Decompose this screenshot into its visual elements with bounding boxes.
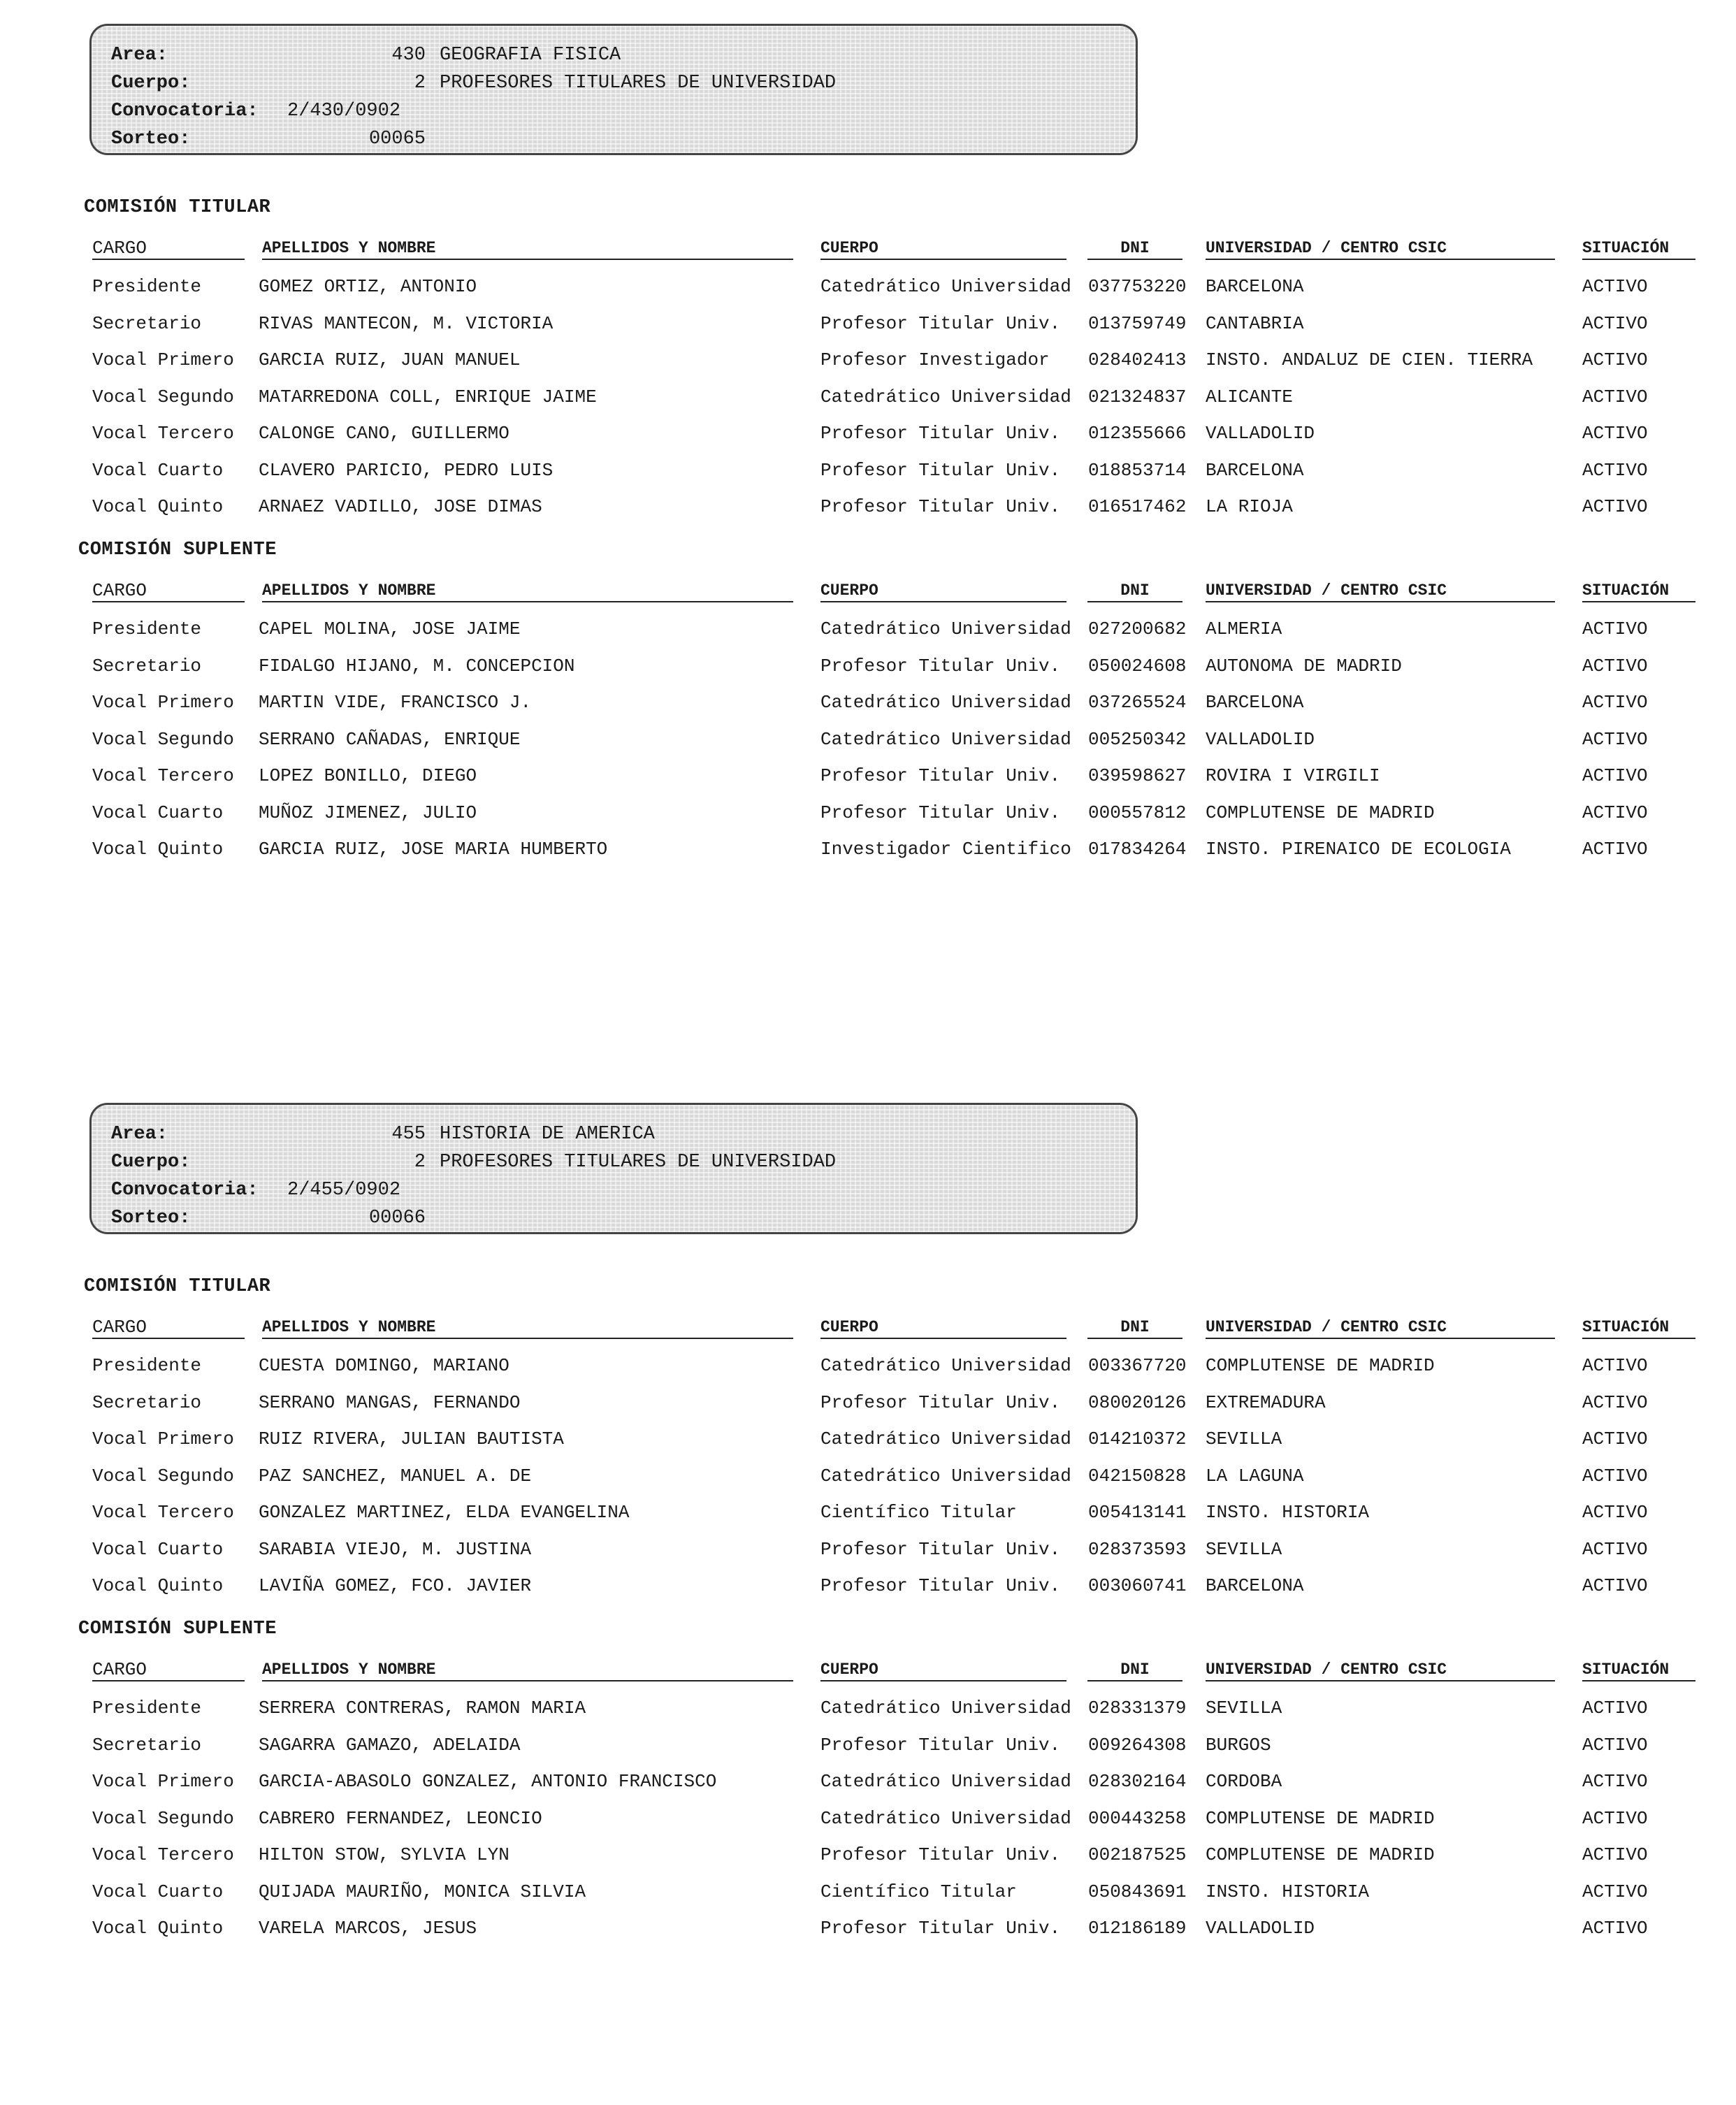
cell-dni: 050843691 [1088,1881,1187,1902]
cell-dni: 016517462 [1088,496,1187,517]
cell-cargo: Presidente [92,276,202,297]
cell-dni: 003367720 [1088,1355,1187,1376]
cell-nombre: FIDALGO HIJANO, M. CONCEPCION [259,656,575,677]
cell-sit: ACTIVO [1582,765,1648,786]
column-header-universidad: UNIVERSIDAD / CENTRO CSIC [1206,580,1555,602]
cell-cargo: Vocal Tercero [92,1844,234,1865]
cell-cargo: Vocal Cuarto [92,1539,224,1560]
cell-sit: ACTIVO [1582,1698,1648,1719]
convocatoria-value: 2/455/0902 [287,1180,401,1201]
cell-cuerpo: Científico Titular [820,1881,1017,1902]
cell-univ: VALLADOLID [1206,729,1315,750]
cell-sit: ACTIVO [1582,839,1648,860]
cell-cargo: Vocal Quinto [92,1918,224,1939]
cell-univ: COMPLUTENSE DE MADRID [1206,1808,1435,1829]
cell-dni: 037265524 [1088,692,1187,713]
cell-univ: COMPLUTENSE DE MADRID [1206,802,1435,823]
cell-sit: ACTIVO [1582,349,1648,370]
header-code: 455 [391,1124,426,1145]
cell-nombre: CALONGE CANO, GUILLERMO [259,423,509,444]
cell-cuerpo: Científico Titular [820,1502,1017,1523]
cell-nombre: GONZALEZ MARTINEZ, ELDA EVANGELINA [259,1502,630,1523]
cell-cargo: Vocal Tercero [92,765,234,786]
cell-cargo: Vocal Quinto [92,1575,224,1596]
cell-cargo: Vocal Cuarto [92,460,224,481]
column-header-nombre: APELLIDOS Y NOMBRE [262,1317,793,1339]
cell-univ: AUTONOMA DE MADRID [1206,656,1402,677]
header-description: PROFESORES TITULARES DE UNIVERSIDAD [440,73,837,94]
cell-sit: ACTIVO [1582,802,1648,823]
cell-cargo: Presidente [92,619,202,639]
cell-univ: COMPLUTENSE DE MADRID [1206,1355,1435,1376]
cell-nombre: SAGARRA GAMAZO, ADELAIDA [259,1735,521,1756]
cell-nombre: MUÑOZ JIMENEZ, JULIO [259,802,477,823]
cell-dni: 013759749 [1088,313,1187,334]
cell-dni: 000443258 [1088,1808,1187,1829]
header-label: Convocatoria: [111,1180,259,1201]
column-header-universidad: UNIVERSIDAD / CENTRO CSIC [1206,1659,1555,1681]
cell-cuerpo: Profesor Titular Univ. [820,1844,1061,1865]
cell-univ: BARCELONA [1206,460,1304,481]
cell-nombre: SERRANO MANGAS, FERNANDO [259,1392,521,1413]
cell-nombre: CAPEL MOLINA, JOSE JAIME [259,619,521,639]
cell-nombre: CUESTA DOMINGO, MARIANO [259,1355,509,1376]
cell-cargo: Presidente [92,1698,202,1719]
cell-sit: ACTIVO [1582,1575,1648,1596]
cell-cargo: Vocal Primero [92,1428,234,1449]
area-header-box [89,1103,1138,1234]
cell-nombre: SARABIA VIEJO, M. JUSTINA [259,1539,532,1560]
cell-cuerpo: Profesor Titular Univ. [820,1735,1061,1756]
cell-sit: ACTIVO [1582,729,1648,750]
cell-cuerpo: Profesor Titular Univ. [820,1918,1061,1939]
cell-cargo: Vocal Segundo [92,729,234,750]
cell-sit: ACTIVO [1582,656,1648,677]
cell-dni: 009264308 [1088,1735,1187,1756]
column-header-universidad: UNIVERSIDAD / CENTRO CSIC [1206,238,1555,260]
cell-univ: SEVILLA [1206,1539,1282,1560]
header-code: 00065 [368,129,426,150]
cell-cuerpo: Profesor Titular Univ. [820,1575,1061,1596]
section-title-titular: COMISIÓN TITULAR [84,1276,271,1297]
table-row [0,1568,1736,1604]
cell-dni: 037753220 [1088,276,1187,297]
column-header-nombre: APELLIDOS Y NOMBRE [262,1659,793,1681]
cell-nombre: RIVAS MANTECON, M. VICTORIA [259,313,554,334]
cell-sit: ACTIVO [1582,1844,1648,1865]
header-description: HISTORIA DE AMERICA [440,1124,655,1145]
cell-cuerpo: Catedrático Universidad [820,729,1071,750]
cell-univ: COMPLUTENSE DE MADRID [1206,1844,1435,1865]
cell-sit: ACTIVO [1582,1808,1648,1829]
column-header-cargo: CARGO [92,1317,245,1339]
header-label: Cuerpo: [111,1152,191,1173]
cell-dni: 039598627 [1088,765,1187,786]
cell-sit: ACTIVO [1582,460,1648,481]
cell-cargo: Vocal Segundo [92,1466,234,1486]
cell-nombre: GARCIA-ABASOLO GONZALEZ, ANTONIO FRANCISCO [259,1771,717,1792]
cell-univ: BURGOS [1206,1735,1271,1756]
cell-dni: 018853714 [1088,460,1187,481]
cell-dni: 012186189 [1088,1918,1187,1939]
table-row [0,1763,1736,1800]
cell-cargo: Vocal Primero [92,692,234,713]
header-label: Area: [111,1124,168,1145]
table-row [0,1458,1736,1494]
header-label: Area: [111,45,168,66]
cell-univ: LA LAGUNA [1206,1466,1304,1486]
cell-dni: 014210372 [1088,1428,1187,1449]
column-header-cargo: CARGO [92,580,245,602]
cell-cargo: Presidente [92,1355,202,1376]
cell-cargo: Vocal Quinto [92,839,224,860]
cell-cuerpo: Investigador Cientifico [820,839,1071,860]
cell-cargo: Vocal Tercero [92,1502,234,1523]
section-title-suplente: COMISIÓN SUPLENTE [78,1619,277,1640]
cell-cargo: Secretario [92,313,202,334]
table-row [0,1910,1736,1946]
header-code: 430 [391,45,426,66]
cell-nombre: HILTON STOW, SYLVIA LYN [259,1844,509,1865]
cell-dni: 028302164 [1088,1771,1187,1792]
cell-cuerpo: Profesor Titular Univ. [820,656,1061,677]
cell-univ: SEVILLA [1206,1428,1282,1449]
cell-nombre: LOPEZ BONILLO, DIEGO [259,765,477,786]
cell-cuerpo: Catedrático Universidad [820,692,1071,713]
cell-cargo: Vocal Primero [92,1771,234,1792]
cell-nombre: CLAVERO PARICIO, PEDRO LUIS [259,460,554,481]
column-header-cuerpo: CUERPO [820,238,1066,260]
cell-dni: 005413141 [1088,1502,1187,1523]
cell-nombre: GOMEZ ORTIZ, ANTONIO [259,276,477,297]
cell-nombre: ARNAEZ VADILLO, JOSE DIMAS [259,496,542,517]
cell-cuerpo: Catedrático Universidad [820,386,1071,407]
cell-cuerpo: Catedrático Universidad [820,1428,1071,1449]
cell-univ: ALMERIA [1206,619,1282,639]
column-header-cuerpo: CUERPO [820,1317,1066,1339]
column-header-dni: DNI [1087,1317,1182,1339]
header-code: 2 [414,73,426,94]
cell-cargo: Vocal Primero [92,349,234,370]
cell-cuerpo: Profesor Titular Univ. [820,802,1061,823]
cell-cuerpo: Profesor Titular Univ. [820,1392,1061,1413]
cell-dni: 050024608 [1088,656,1187,677]
convocatoria-value: 2/430/0902 [287,101,401,122]
cell-univ: CORDOBA [1206,1771,1282,1792]
cell-sit: ACTIVO [1582,1428,1648,1449]
cell-dni: 028373593 [1088,1539,1187,1560]
cell-univ: VALLADOLID [1206,1918,1315,1939]
cell-nombre: MATARREDONA COLL, ENRIQUE JAIME [259,386,597,407]
column-header-nombre: APELLIDOS Y NOMBRE [262,238,793,260]
header-description: GEOGRAFIA FISICA [440,45,621,66]
header-description: PROFESORES TITULARES DE UNIVERSIDAD [440,1152,837,1173]
cell-nombre: GARCIA RUIZ, JOSE MARIA HUMBERTO [259,839,608,860]
cell-dni: 000557812 [1088,802,1187,823]
cell-cuerpo: Catedrático Universidad [820,1808,1071,1829]
cell-univ: INSTO. HISTORIA [1206,1881,1370,1902]
cell-nombre: VARELA MARCOS, JESUS [259,1918,477,1939]
header-row [111,1176,1117,1204]
cell-dni: 002187525 [1088,1844,1187,1865]
cell-sit: ACTIVO [1582,1539,1648,1560]
cell-cargo: Vocal Tercero [92,423,234,444]
cell-cuerpo: Profesor Titular Univ. [820,423,1061,444]
cell-cargo: Vocal Cuarto [92,1881,224,1902]
cell-sit: ACTIVO [1582,1771,1648,1792]
cell-cuerpo: Profesor Titular Univ. [820,765,1061,786]
cell-univ: ALICANTE [1206,386,1293,407]
cell-sit: ACTIVO [1582,1735,1648,1756]
cell-cargo: Secretario [92,1392,202,1413]
cell-univ: SEVILLA [1206,1698,1282,1719]
cell-nombre: PAZ SANCHEZ, MANUEL A. DE [259,1466,532,1486]
cell-univ: VALLADOLID [1206,423,1315,444]
column-header-nombre: APELLIDOS Y NOMBRE [262,580,793,602]
column-header-cargo: CARGO [92,1659,245,1681]
cell-sit: ACTIVO [1582,1918,1648,1939]
header-row [111,1204,1117,1232]
cell-sit: ACTIVO [1582,1392,1648,1413]
cell-univ: BARCELONA [1206,1575,1304,1596]
column-header-cuerpo: CUERPO [820,580,1066,602]
cell-dni: 003060741 [1088,1575,1187,1596]
cell-sit: ACTIVO [1582,1502,1648,1523]
cell-cargo: Secretario [92,656,202,677]
cell-univ: INSTO. PIRENAICO DE ECOLOGIA [1206,839,1511,860]
cell-dni: 027200682 [1088,619,1187,639]
table-row [0,1690,1736,1726]
cell-dni: 028331379 [1088,1698,1187,1719]
cell-cargo: Vocal Segundo [92,386,234,407]
column-header-dni: DNI [1087,580,1182,602]
table-row [0,1874,1736,1910]
cell-dni: 042150828 [1088,1466,1187,1486]
cell-cuerpo: Catedrático Universidad [820,1466,1071,1486]
cell-sit: ACTIVO [1582,496,1648,517]
table-row [0,1347,1736,1384]
cell-dni: 012355666 [1088,423,1187,444]
cell-dni: 017834264 [1088,839,1187,860]
cell-sit: ACTIVO [1582,386,1648,407]
column-header-situacion: SITUACIÓN [1582,238,1695,260]
table-row [0,1727,1736,1763]
cell-sit: ACTIVO [1582,1355,1648,1376]
cell-cuerpo: Profesor Titular Univ. [820,496,1061,517]
section-title-titular: COMISIÓN TITULAR [84,197,271,218]
cell-cuerpo: Catedrático Universidad [820,1355,1071,1376]
column-header-situacion: SITUACIÓN [1582,1317,1695,1339]
cell-univ: EXTREMADURA [1206,1392,1326,1413]
section-title-suplente: COMISIÓN SUPLENTE [78,540,277,560]
column-header-situacion: SITUACIÓN [1582,580,1695,602]
header-label: Sorteo: [111,1208,191,1229]
cell-cuerpo: Catedrático Universidad [820,276,1071,297]
cell-sit: ACTIVO [1582,692,1648,713]
cell-univ: CANTABRIA [1206,313,1304,334]
cell-cargo: Vocal Cuarto [92,802,224,823]
cell-cuerpo: Profesor Investigador [820,349,1050,370]
table-row [0,1800,1736,1837]
table-row [0,1494,1736,1531]
cell-univ: INSTO. HISTORIA [1206,1502,1370,1523]
cell-cuerpo: Catedrático Universidad [820,619,1071,639]
header-label: Cuerpo: [111,73,191,94]
cell-sit: ACTIVO [1582,276,1648,297]
header-row [111,1148,1117,1176]
cell-cuerpo: Catedrático Universidad [820,1771,1071,1792]
column-header-universidad: UNIVERSIDAD / CENTRO CSIC [1206,1317,1555,1339]
header-row [111,1120,1117,1148]
cell-sit: ACTIVO [1582,1881,1648,1902]
cell-cuerpo: Profesor Titular Univ. [820,460,1061,481]
cell-univ: BARCELONA [1206,692,1304,713]
table-row [0,1837,1736,1873]
cell-univ: LA RIOJA [1206,496,1293,517]
cell-dni: 080020126 [1088,1392,1187,1413]
header-label: Sorteo: [111,129,191,150]
cell-univ: ROVIRA I VIRGILI [1206,765,1380,786]
cell-cuerpo: Catedrático Universidad [820,1698,1071,1719]
cell-sit: ACTIVO [1582,619,1648,639]
header-label: Convocatoria: [111,101,259,122]
cell-cargo: Secretario [92,1735,202,1756]
cell-dni: 005250342 [1088,729,1187,750]
cell-cuerpo: Profesor Titular Univ. [820,1539,1061,1560]
cell-cargo: Vocal Segundo [92,1808,234,1829]
header-code: 00066 [368,1208,426,1229]
cell-nombre: QUIJADA MAURIÑO, MONICA SILVIA [259,1881,586,1902]
cell-nombre: MARTIN VIDE, FRANCISCO J. [259,692,532,713]
cell-sit: ACTIVO [1582,1466,1648,1486]
table-row [0,1421,1736,1457]
cell-nombre: SERRANO CAÑADAS, ENRIQUE [259,729,521,750]
column-header-cargo: CARGO [92,238,245,260]
cell-nombre: RUIZ RIVERA, JULIAN BAUTISTA [259,1428,564,1449]
cell-sit: ACTIVO [1582,313,1648,334]
cell-sit: ACTIVO [1582,423,1648,444]
cell-cargo: Vocal Quinto [92,496,224,517]
column-header-situacion: SITUACIÓN [1582,1659,1695,1681]
cell-nombre: LAVIÑA GOMEZ, FCO. JAVIER [259,1575,532,1596]
cell-dni: 028402413 [1088,349,1187,370]
cell-nombre: GARCIA RUIZ, JUAN MANUEL [259,349,521,370]
column-header-cuerpo: CUERPO [820,1659,1066,1681]
table-row [0,1384,1736,1421]
cell-univ: BARCELONA [1206,276,1304,297]
cell-dni: 021324837 [1088,386,1187,407]
column-header-dni: DNI [1087,238,1182,260]
cell-univ: INSTO. ANDALUZ DE CIEN. TIERRA [1206,349,1533,370]
cell-nombre: CABRERO FERNANDEZ, LEONCIO [259,1808,542,1829]
header-code: 2 [414,1152,426,1173]
cell-nombre: SERRERA CONTRERAS, RAMON MARIA [259,1698,586,1719]
table-row [0,1531,1736,1568]
column-header-dni: DNI [1087,1659,1182,1681]
cell-cuerpo: Profesor Titular Univ. [820,313,1061,334]
